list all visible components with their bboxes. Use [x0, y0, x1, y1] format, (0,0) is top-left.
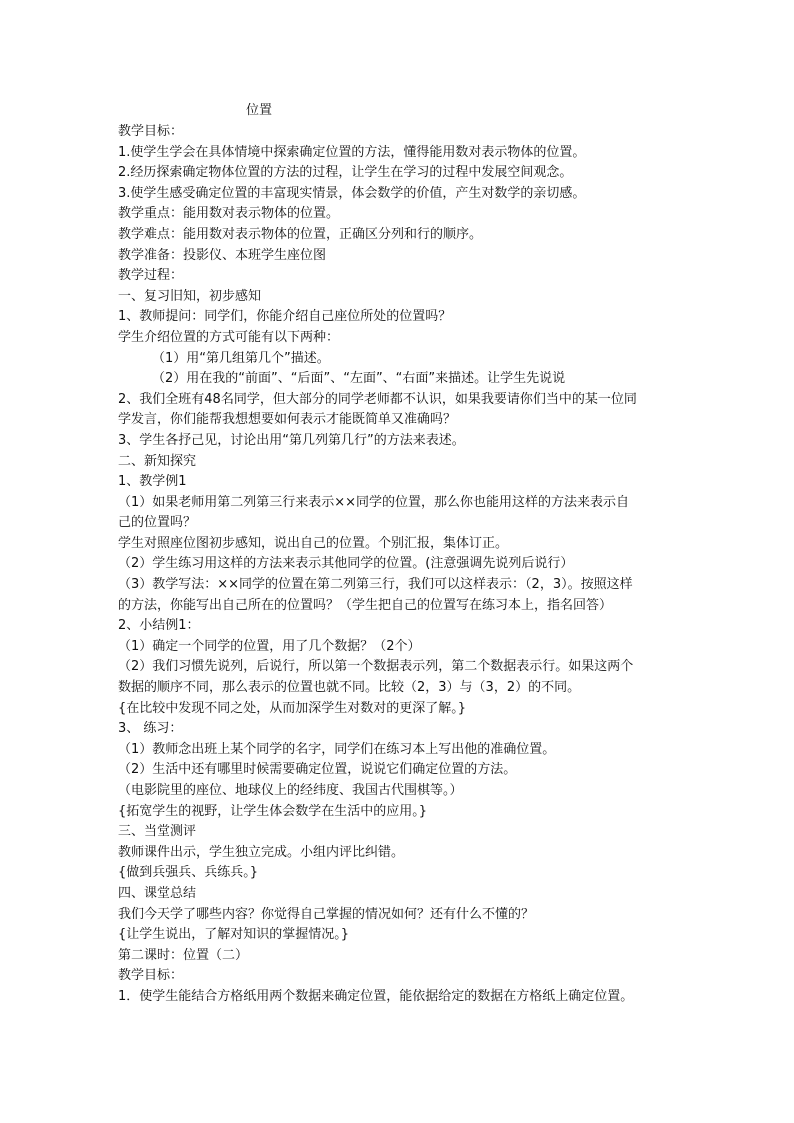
text-line: 教学目标： [118, 124, 184, 139]
text-line: 教学目标： [118, 968, 184, 984]
text-line: （电影院里的座位、地球仪上的经纬度、我国古代围棋等。） [118, 783, 463, 798]
text-line: （1）确定一个同学的位置，用了几个数据？（2个） [118, 638, 421, 654]
document-title: 位置 [246, 103, 273, 118]
text-line: 己的位置吗？ [118, 515, 197, 531]
text-line: {在比较中发现不同之处，从而加深学生对数对的更深了解。} [118, 700, 467, 716]
text-line: 我们今天学了哪些内容？你觉得自己掌握的情况如何？还有什么不懂的？ [118, 906, 535, 922]
text-line: 教学重点：能用数对表示物体的位置。 [118, 206, 340, 222]
text-line: 的方法，你能写出自己所在的位置吗？（学生把自己的位置写在练习本上，指名回答） [118, 597, 613, 613]
text-line: （2）用在我的“前面”、“后面”、“左面”、“右面”来描述。让学生先说说 [152, 371, 566, 387]
text-line: 教师课件出示，学生独立完成。小组内评比纠错。 [118, 844, 405, 860]
text-line: 三、当堂测评 [118, 824, 197, 840]
text-line: （2）我们习惯先说列，后说行，所以第一个数据表示列，第二个数据表示行。如果这两个 [118, 659, 634, 675]
text-line: （1）用“第几组第几个”描述。 [152, 350, 330, 366]
text-line: 3、 练习： [118, 721, 183, 737]
text-line: 1、教学例1 [118, 474, 187, 490]
text-line: 1.使学生学会在具体情境中探索确定位置的方法，懂得能用数对表示物体的位置。 [118, 144, 586, 160]
text-line: 1．使学生能结合方格纸用两个数据来确定位置，能依据给定的数据在方格纸上确定位置。 [118, 988, 634, 1004]
text-line: （1）如果老师用第二列第三行来表示××同学的位置，那么你也能用这样的方法来表示自 [118, 494, 630, 510]
text-line: 数据的顺序不同，那么表示的位置也就不同。比较（2，3）与（3，2）的不同。 [118, 680, 581, 696]
text-line: 一、复习旧知，初步感知 [118, 288, 262, 304]
text-line: 二、新知探究 [118, 453, 197, 469]
text-line: 3.使学生感受确定位置的丰富现实情景，体会数学的价值，产生对数学的亲切感。 [118, 185, 586, 201]
text-line: 学生介绍位置的方式可能有以下两种： [118, 329, 340, 345]
text-line: 四、课堂总结 [118, 885, 197, 901]
text-line: {让学生说出，了解对知识的掌握情况。} [118, 927, 350, 943]
text-line: 学生对照座位图初步感知，说出自己的位置。个别汇报，集体订正。 [118, 535, 509, 551]
text-line: （2）学生练习用这样的方法来表示其他同学的位置。(注意强调先说列后说行） [118, 556, 574, 572]
text-line: 教学过程： [118, 268, 184, 284]
text-line: {拓宽学生的视野，让学生体会数学在生活中的应用。} [118, 803, 428, 819]
text-line: 教学准备：投影仪、本班学生座位图 [118, 247, 327, 263]
text-line: （3）教学写法：××同学的位置在第二列第三行，我们可以这样表示：（2，3）。按照这样 [118, 577, 633, 593]
text-line: 教学难点：能用数对表示物体的位置，正确区分列和行的顺序。 [118, 226, 483, 242]
text-line: （1）教师念出班上某个同学的名字，同学们在练习本上写出他的准确位置。 [118, 741, 556, 757]
text-line: （2）生活中还有哪里时候需要确定位置，说说它们确定位置的方法。 [118, 762, 517, 778]
text-line: 2.经历探索确定物体位置的方法的过程，让学生在学习的过程中发展空间观念。 [118, 165, 573, 181]
text-line: 3、学生各抒己见，讨论出用“第几列第几行”的方法来表述。 [118, 432, 465, 448]
text-line: 第二课时：位置（二） [118, 947, 249, 963]
text-line: 1、教师提问：同学们，你能介绍自己座位所处的位置吗？ [118, 309, 452, 325]
text-line: 2、我们全班有48名同学，但大部分的同学老师都不认识，如果我要请你们当中的某一位同 [118, 391, 637, 407]
document-body [118, 122, 678, 1008]
text-line: 学发言，你们能帮我想想要如何表示才能既简单又准确吗？ [118, 412, 457, 428]
text-line: 2、小结例1： [118, 618, 200, 634]
text-line: {做到兵强兵、兵练兵。} [118, 865, 259, 881]
document-page [118, 100, 678, 1008]
